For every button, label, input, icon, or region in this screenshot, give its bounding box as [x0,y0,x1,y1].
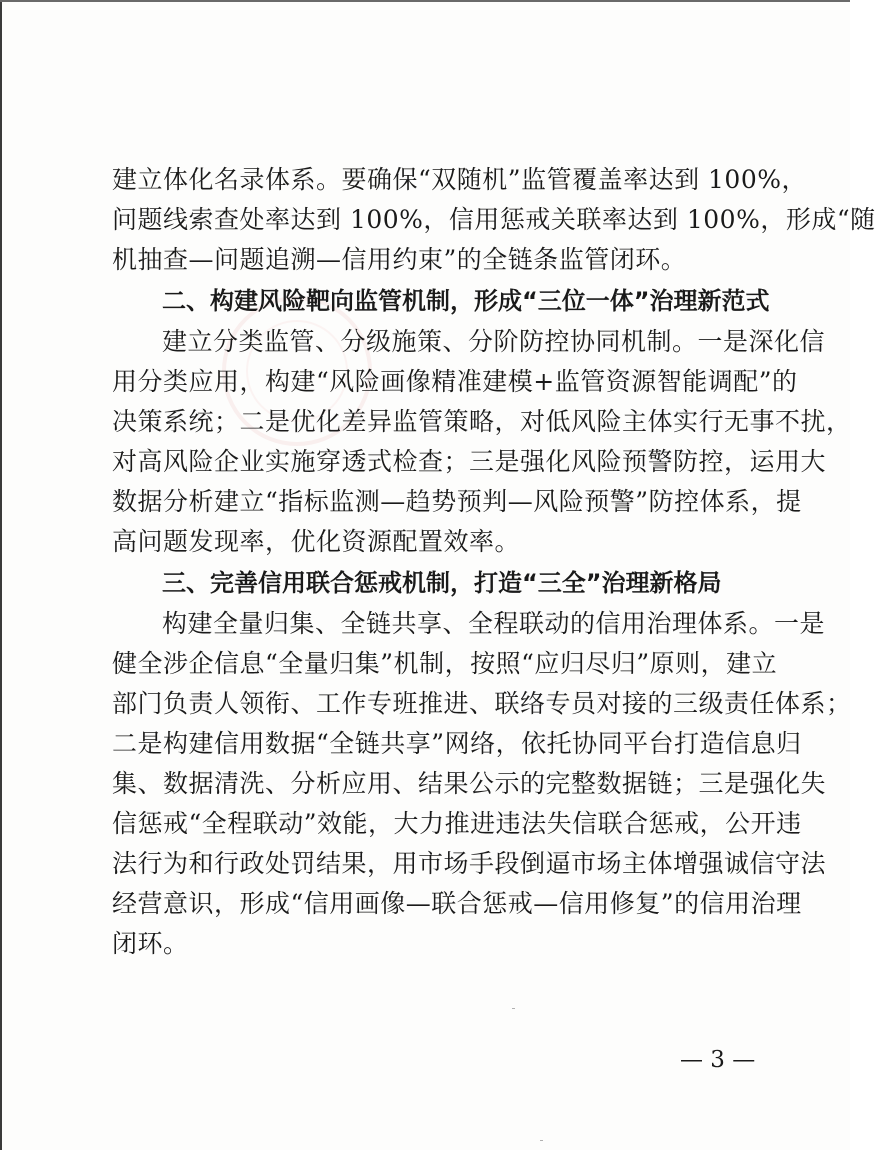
paragraph2-line: 高问题发现率，优化资源配置效率。 [112,527,521,556]
paragraph2-line: 数据分析建立“指标监测—趋势预判—风险预警”防控体系，提 [112,487,802,516]
paragraph3-line: 构建全量归集、全链共享、全程联动的信用治理体系。一是 [162,609,826,638]
paragraph1-line: 问题线索查处率达到 100%，信用惩戒关联率达到 100%，形成“随 [112,205,876,234]
section-heading-2: 二、构建风险靶向监管机制，形成“三位一体”治理新范式 [162,287,770,315]
scan-edge-left [0,0,2,1150]
paragraph3-line: 健全涉企信息“全量归集”机制，按照“应归尽归”原则，建立 [112,649,778,678]
paragraph3-line: 法行为和行政处罚结果，用市场手段倒逼市场主体增强诚信守法 [112,849,827,878]
scan-speck [540,1140,543,1141]
document-body [112,160,876,964]
scan-speck [512,1008,515,1009]
page-number: — 3 — [680,1047,756,1073]
paragraph1-line: 机抽查—问题追溯—信用约束”的全链条监管闭环。 [112,245,687,274]
paragraph2-line: 对高风险企业实施穿透式检查；三是强化风险预警防控，运用大 [112,447,827,476]
paragraph3-line: 经营意识，形成“信用画像—联合惩戒—信用修复”的信用治理 [112,889,802,918]
paragraph3-line: 信惩戒“全程联动”效能，大力推进违法失信联合惩戒，公开违 [112,809,802,838]
paragraph3-line: 部门负责人领衔、工作专班推进、联络专员对接的三级责任体系； [112,689,852,718]
scan-edge-top [0,0,850,2]
section-heading-3: 三、完善信用联合惩戒机制，打造“三全”治理新格局 [162,569,722,597]
paragraph3-line: 二是构建信用数据“全链共享”网络，依托协同平台打造信息归 [112,729,802,758]
paragraph2-line: 建立分类监管、分级施策、分阶防控协同机制。一是深化信 [162,327,826,356]
paragraph2-line: 用分类应用，构建“风险画像精准建模+监管资源智能调配”的 [112,367,798,396]
paragraph3-line: 集、数据清洗、分析应用、结果公示的完整数据链；三是强化失 [112,769,827,798]
paragraph2-line: 决策系统；二是优化差异监管策略，对低风险主体实行无事不扰， [112,407,852,436]
paragraph3-line: 闭环。 [112,929,189,958]
paragraph1-line: 建立体化名录体系。要确保“双随机”监管覆盖率达到 100%， [112,165,807,194]
